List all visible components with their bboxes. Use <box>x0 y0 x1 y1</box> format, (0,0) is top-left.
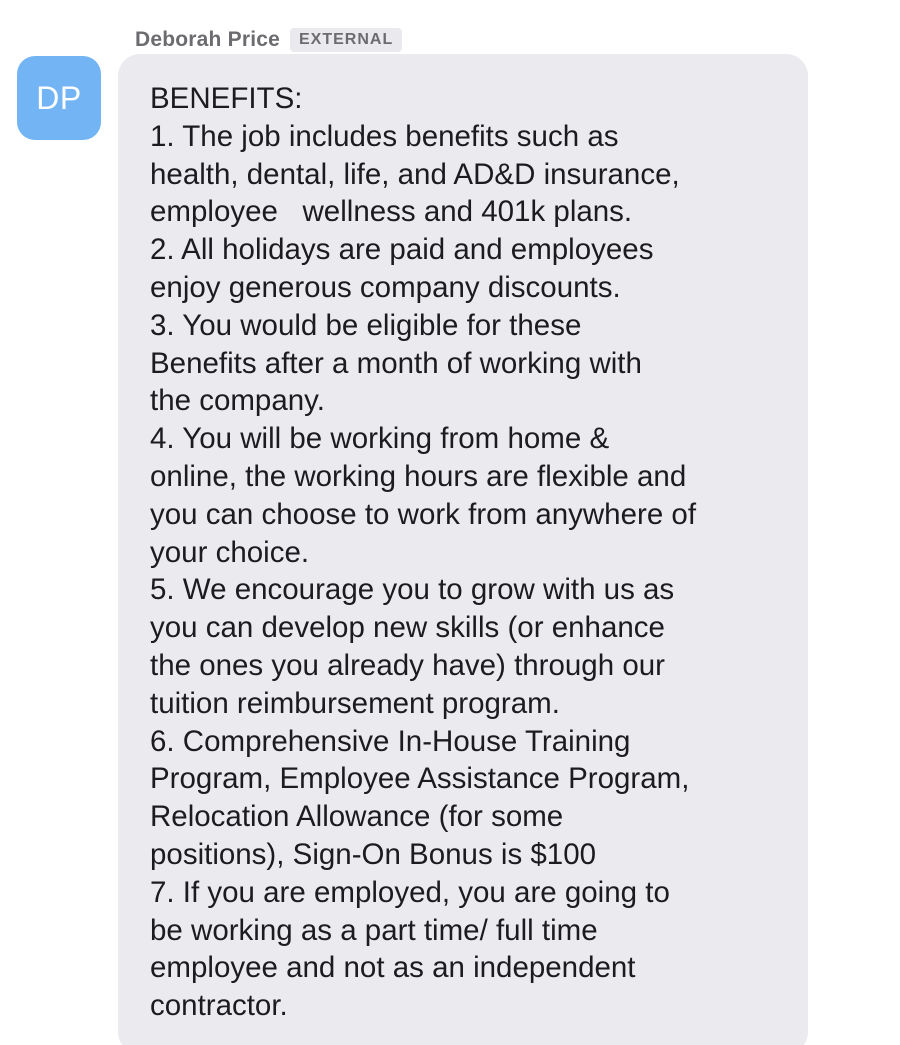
message-line: the ones you already have) through our <box>150 648 665 682</box>
message-line: Program, Employee Assistance Program, <box>150 762 690 796</box>
message-line: be working as a part time/ full time <box>150 913 598 947</box>
message-line: 7. If you are employed, you are going to <box>150 875 670 909</box>
sender-header <box>135 26 402 54</box>
message-bubble[interactable] <box>118 54 808 1045</box>
message-line: employee wellness and 401k plans. <box>150 195 633 229</box>
sender-name[interactable]: Deborah Price <box>135 28 280 51</box>
message-line: Relocation Allowance (for some <box>150 800 564 834</box>
message-line: Benefits after a month of working with <box>150 346 642 380</box>
message-line: 1. The job includes benefits such as <box>150 119 619 153</box>
message-line: 5. We encourage you to grow with us as <box>150 573 675 607</box>
message-line: you can choose to work from anywhere of <box>150 497 697 531</box>
message-line: contractor. <box>150 989 288 1023</box>
message-line: the company. <box>150 384 325 418</box>
avatar-initials: DP <box>36 79 82 116</box>
message-line: 3. You would be eligible for these <box>150 308 582 342</box>
message-line: 6. Comprehensive In-House Training <box>150 724 631 758</box>
message-line: your choice. <box>150 535 310 569</box>
message-line: 2. All holidays are paid and employees <box>150 233 654 267</box>
message-line: employee and not as an independent <box>150 951 636 985</box>
message-line: tuition reimbursement program. <box>150 686 560 720</box>
avatar[interactable] <box>17 56 101 140</box>
message-line: health, dental, life, and AD&D insurance, <box>150 157 680 191</box>
message-line: you can develop new skills (or enhance <box>150 611 665 645</box>
message-line: enjoy generous company discounts. <box>150 270 621 304</box>
message-line: online, the working hours are flexible and <box>150 459 687 493</box>
external-badge: EXTERNAL <box>290 28 402 52</box>
message-line: BENEFITS: <box>150 82 303 115</box>
message-line: positions), Sign-On Bonus is $100 <box>150 837 597 871</box>
message-line: 4. You will be working from home & <box>150 422 610 456</box>
